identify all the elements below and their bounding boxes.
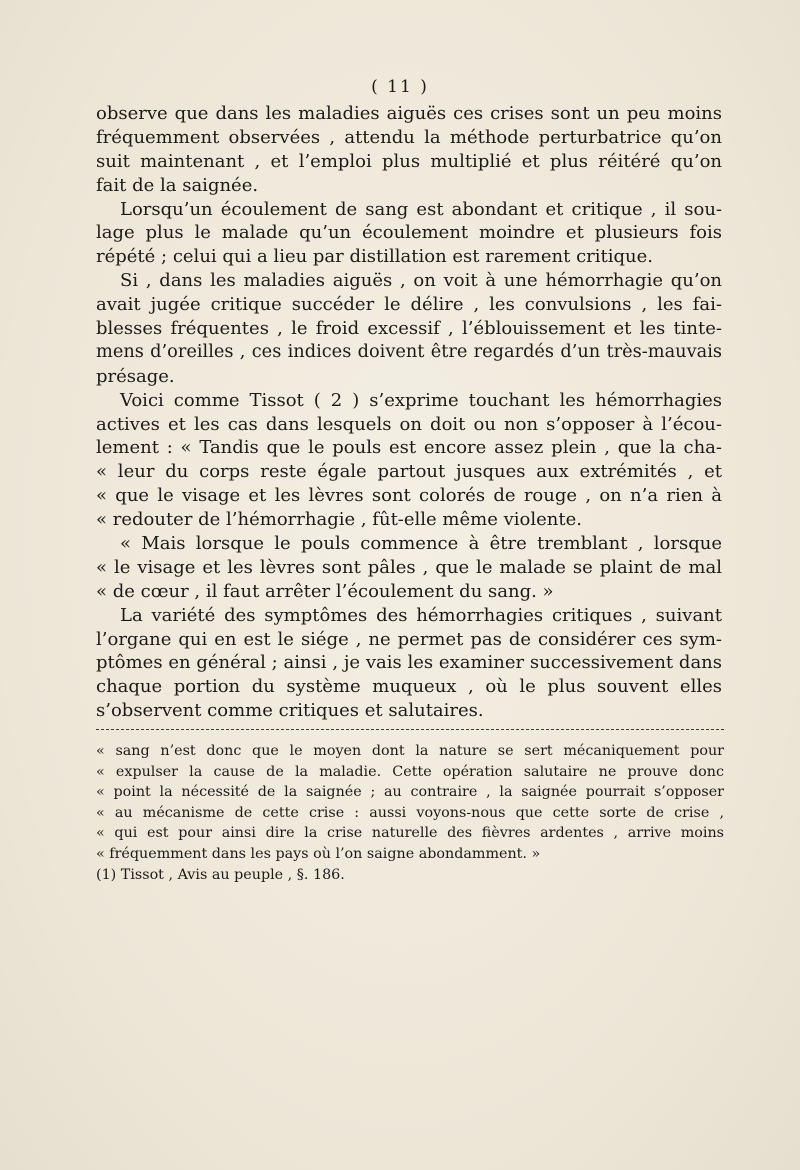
text-line: l’organe qui en est le siége , ne permet pas de considérer ces sym- bbox=[96, 628, 722, 650]
footnote-line: « sang n’est donc que le moyen dont la nature se sert mécaniquement pour bbox=[96, 743, 724, 759]
text-line: suit maintenant , et l’emploi plus multiplié et plus réitéré qu’on bbox=[96, 150, 722, 172]
footnote-line: « fréquemment dans les pays où l’on saigne abondamment. » bbox=[96, 845, 541, 862]
text-line: Voici comme Tissot ( 2 ) s’exprime touchant les hémorrhagies bbox=[120, 389, 722, 411]
text-line: Si , dans les maladies aiguës , on voit à une hémorrhagie qu’on bbox=[120, 270, 722, 292]
text-line: ptômes en général ; ainsi , je vais les examiner successivement dans bbox=[96, 652, 722, 674]
footnote-line: (1) Tissot , Avis au peuple , §. 186. bbox=[96, 866, 345, 883]
text-line: « redouter de l’hémorrhagie , fût-elle même violente. bbox=[96, 509, 582, 531]
text-line: présage. bbox=[96, 365, 175, 387]
main-text bbox=[96, 102, 722, 723]
footnote-line: « au mécanisme de cette crise : aussi voyons-nous que cette sorte de crise , bbox=[96, 804, 724, 821]
text-line: lage plus le malade qu’un écoulement moindre et plusieurs fois bbox=[96, 222, 722, 244]
text-line: « Mais lorsque le pouls commence à être tremblant , lorsque bbox=[120, 533, 722, 555]
text-line: « le visage et les lèvres sont pâles , que le malade se plaint de mal bbox=[96, 556, 722, 578]
text-line: lement : « Tandis que le pouls est encore assez plein , que la cha- bbox=[96, 437, 722, 459]
text-line: répété ; celui qui a lieu par distillation est rarement critique. bbox=[96, 246, 654, 268]
footnote-line: « qui est pour ainsi dire la crise naturelle des fièvres ardentes , arrive moins bbox=[96, 825, 724, 842]
text-line: fait de la saignée. bbox=[96, 174, 259, 196]
text-line: fréquemment observées , attendu la méthode perturbatrice qu’on bbox=[96, 126, 722, 148]
text-line: La variété des symptômes des hémorrhagies critiques , suivant bbox=[120, 604, 722, 626]
text-line: « que le visage et les lèvres sont colorés de rouge , on n’a rien à bbox=[96, 485, 722, 507]
footnote-separator bbox=[96, 729, 724, 730]
text-line: chaque portion du système muqueux , où le plus souvent elles bbox=[96, 676, 722, 698]
text-line: « leur du corps reste égale partout jusques aux extrémités , et bbox=[96, 461, 722, 483]
footnote-line: « point la nécessité de la saignée ; au contraire , la saignée pourrait s’opposer bbox=[96, 784, 724, 801]
text-line: s’observent comme critiques et salutaires. bbox=[96, 700, 484, 722]
text-line: blesses fréquentes , le froid excessif , l’éblouissement et les tinte- bbox=[96, 318, 722, 340]
page-number: ( 11 ) bbox=[371, 77, 429, 97]
text-line: mens d’oreilles , ces indices doivent être regardés d’un très-mauvais bbox=[96, 341, 722, 362]
footnote-line: « expulser la cause de la maladie. Cette opération salutaire ne prouve donc bbox=[96, 763, 724, 780]
text-line: actives et les cas dans lesquels on doit ou non s’opposer à l’écou- bbox=[96, 413, 722, 435]
text-line: « de cœur , il faut arrêter l’écoulement du sang. » bbox=[96, 580, 554, 602]
footnotes bbox=[96, 741, 724, 885]
text-line: avait jugée critique succéder le délire , les convulsions , les fai- bbox=[96, 294, 722, 316]
text-line: observe que dans les maladies aiguës ces crises sont un peu moins bbox=[96, 103, 722, 124]
text-line: Lorsqu’un écoulement de sang est abondant et critique , il sou- bbox=[120, 198, 722, 220]
